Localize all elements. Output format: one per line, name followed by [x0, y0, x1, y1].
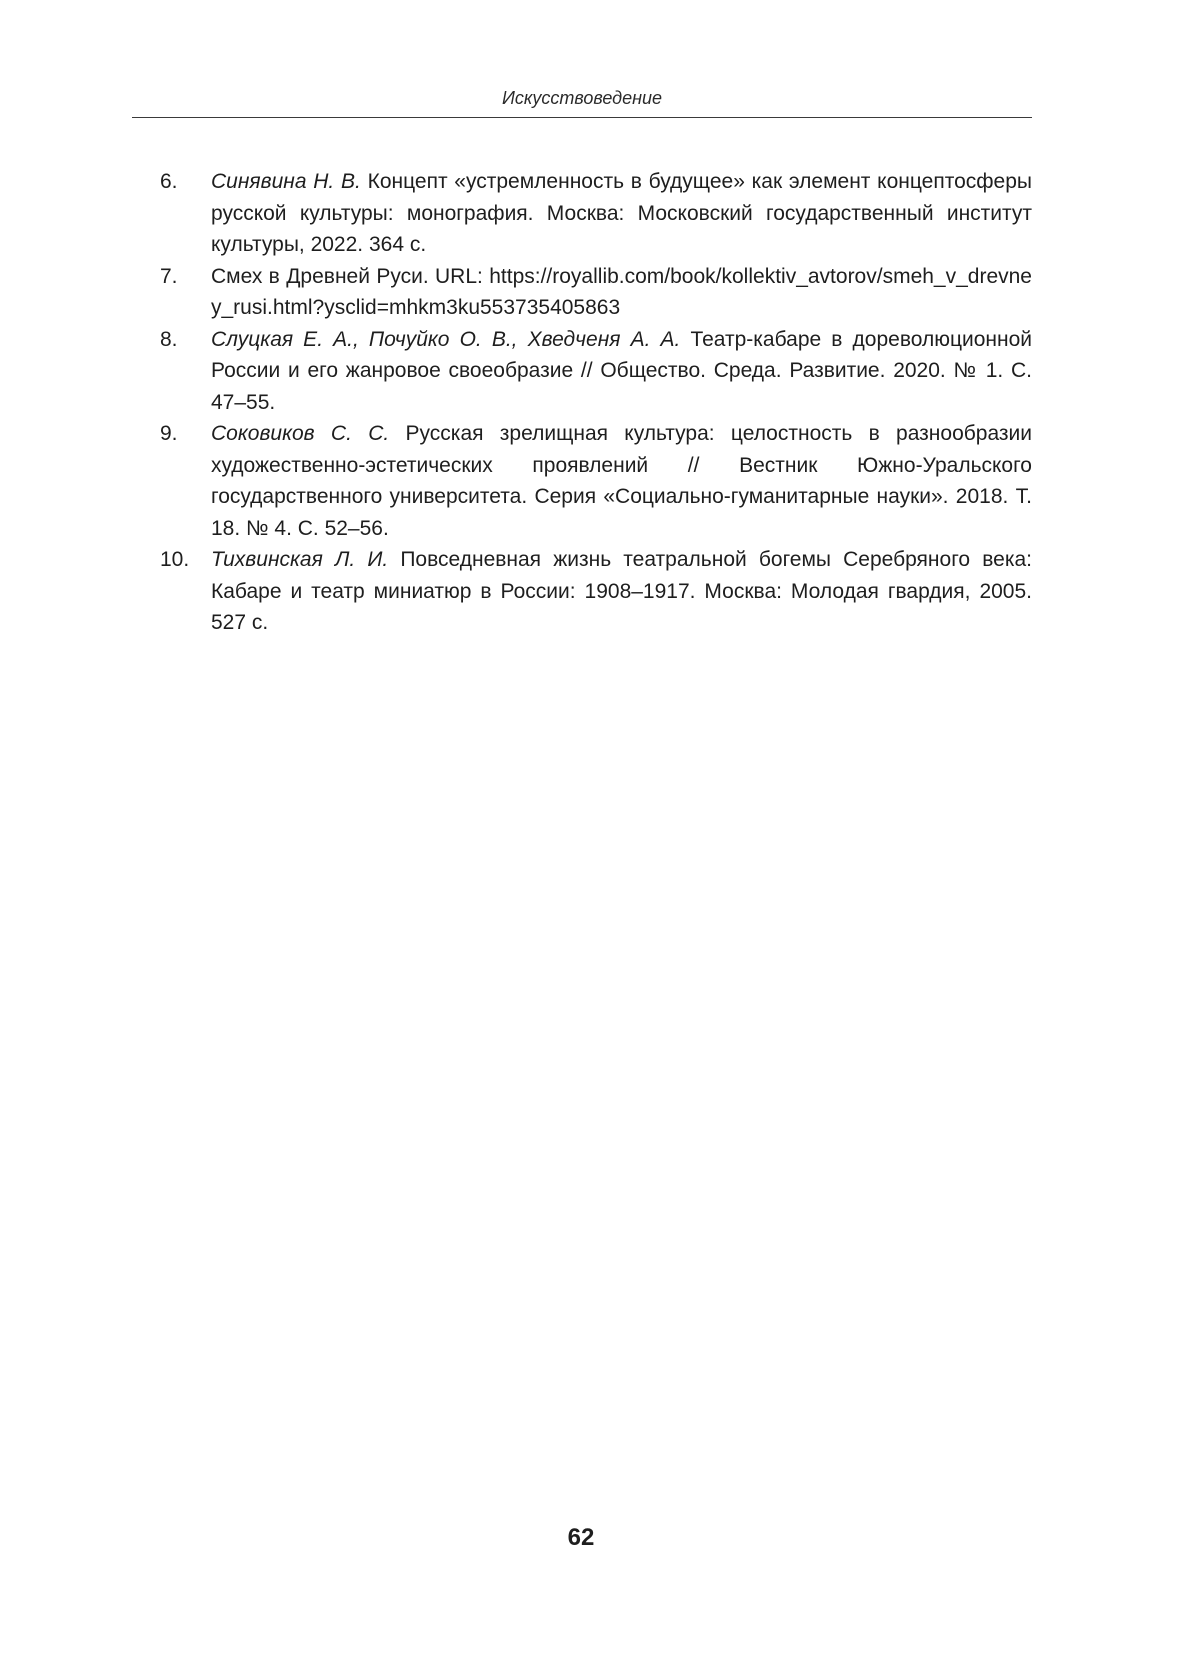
header-rule	[132, 117, 1032, 118]
reference-text: Театр-кабаре в дореволюционной России и его жанровое своеобразие // Общество. Среда. Развитие. 2020. № 1. С. 47–55.	[211, 327, 1032, 414]
references-list	[160, 166, 1032, 639]
reference-authors: Слуцкая Е. А., Почуйко О. В., Хведченя А. А.	[211, 327, 691, 351]
reference-authors: Соковиков С. С.	[211, 422, 406, 445]
reference-number: 10.	[160, 548, 190, 571]
reference-number: 6.	[160, 170, 178, 193]
reference-item-7	[160, 261, 1032, 324]
reference-number: 9.	[160, 422, 178, 445]
reference-authors: Тихвинская Л. И.	[211, 548, 401, 571]
reference-number: 7.	[160, 264, 178, 288]
reference-item-10	[160, 544, 1032, 639]
reference-item-6	[160, 166, 1032, 261]
reference-text: Повседневная жизнь театральной богемы Серебряного века: Кабаре и театр миниатюр в России: 1908–1917. Москва: Молодая гвардия, 2005. 527 с.	[211, 548, 1032, 634]
reference-authors: Синявина Н. В.	[211, 170, 368, 193]
reference-item-8	[160, 324, 1032, 419]
reference-text: Русская зрелищная культура: целостность в разнообразии художественно-эстетических проявлений // Вестник Южно-Уральского государственного университета. Серия «Социально-гуманитарные науки». 2018. Т. 18. № 4. С. 52–56.	[211, 422, 1033, 540]
running-header: Искусствоведение	[501, 88, 663, 108]
reference-item-9	[160, 418, 1032, 544]
reference-number: 8.	[160, 327, 178, 351]
reference-text: Концепт «устремленность в будущее» как элемент концептосферы русской культуры: монография. Москва: Московский государственный институт культуры, 2022. 364 с.	[211, 170, 1032, 256]
reference-text: Смех в Древней Руси. URL: https://royallib.com/book/kollektiv_avtorov/smeh_v_drevney_rusi.html?ysclid=mhkm3ku553735405863	[211, 264, 1032, 319]
page-number: 62	[567, 1524, 595, 1551]
